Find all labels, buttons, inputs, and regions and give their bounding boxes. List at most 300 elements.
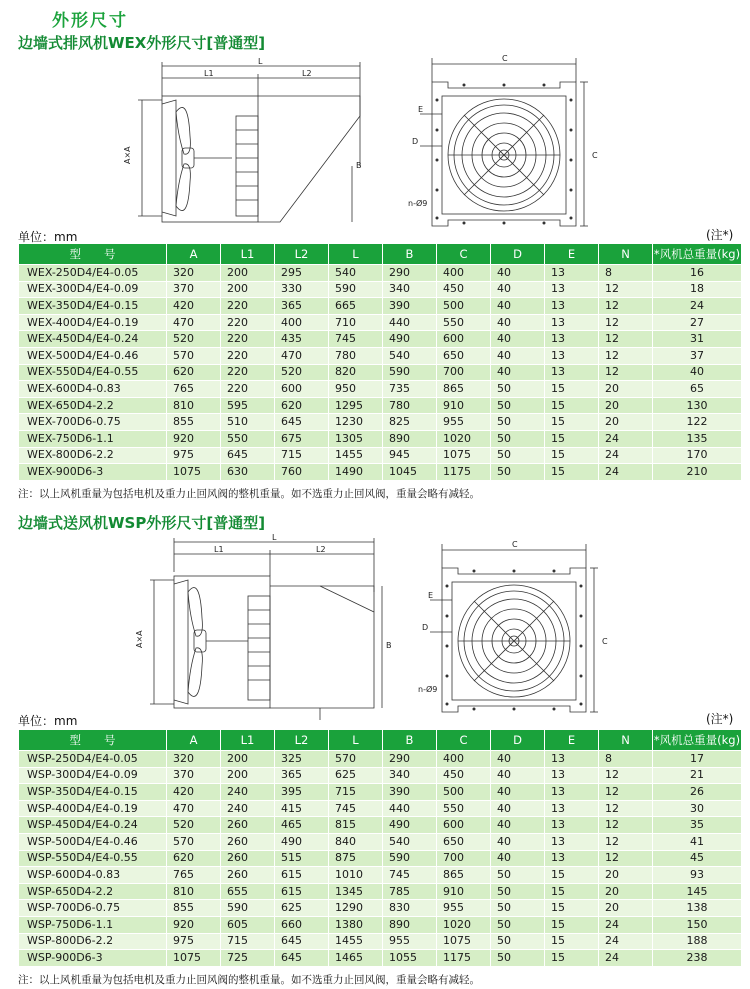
value-cell: 450 (437, 767, 491, 784)
value-cell: 12 (599, 281, 653, 298)
model-cell: WSP-800D6-2.2 (19, 933, 167, 950)
column-header: N (599, 730, 653, 751)
value-cell: 615 (275, 883, 329, 900)
value-cell: 810 (167, 883, 221, 900)
wsp-dim-AxA: A×A (135, 630, 144, 648)
value-cell: 20 (599, 900, 653, 917)
value-cell: 15 (545, 916, 599, 933)
column-header: C (437, 730, 491, 751)
wsp-dim-B: B (386, 641, 392, 650)
value-cell: 21 (653, 767, 742, 784)
value-cell: 590 (329, 281, 383, 298)
column-header: B (383, 244, 437, 265)
value-cell: 200 (221, 265, 275, 282)
wex-unit-label: 单位：mm (18, 230, 78, 244)
value-cell: 40 (491, 767, 545, 784)
value-cell: 50 (491, 397, 545, 414)
value-cell: 12 (599, 850, 653, 867)
value-cell: 138 (653, 900, 742, 917)
wsp-spec-table (18, 729, 742, 967)
column-header: C (437, 244, 491, 265)
value-cell: 145 (653, 883, 742, 900)
value-cell: 220 (221, 364, 275, 381)
value-cell: 260 (221, 850, 275, 867)
value-cell: 1295 (329, 397, 383, 414)
wsp-unit-label: 单位：mm (18, 714, 78, 728)
table-row (19, 347, 742, 364)
value-cell: 210 (653, 464, 742, 481)
wex-section-title: 边墙式排风机WEX外形尺寸[普通型] (18, 34, 266, 52)
value-cell: 12 (599, 347, 653, 364)
value-cell: 645 (275, 950, 329, 967)
table-row (19, 950, 742, 967)
value-cell: 745 (329, 800, 383, 817)
table-row (19, 900, 742, 917)
value-cell: 520 (167, 331, 221, 348)
value-cell: 18 (653, 281, 742, 298)
value-cell: 13 (545, 347, 599, 364)
model-cell: WEX-650D4-2.2 (19, 397, 167, 414)
model-cell: WSP-600D4-0.83 (19, 867, 167, 884)
model-cell: WEX-900D6-3 (19, 464, 167, 481)
model-cell: WEX-600D4-0.83 (19, 381, 167, 398)
table-row (19, 447, 742, 464)
value-cell: 620 (167, 850, 221, 867)
value-cell: 660 (275, 916, 329, 933)
value-cell: 20 (599, 867, 653, 884)
value-cell: 27 (653, 314, 742, 331)
value-cell: 875 (329, 850, 383, 867)
value-cell: 710 (329, 314, 383, 331)
wex-table-body (19, 265, 742, 481)
table-row (19, 833, 742, 850)
table-row (19, 314, 742, 331)
value-cell: 17 (653, 751, 742, 768)
value-cell: 470 (275, 347, 329, 364)
model-cell: WEX-250D4/E4-0.05 (19, 265, 167, 282)
value-cell: 1020 (437, 430, 491, 447)
value-cell: 150 (653, 916, 742, 933)
model-cell: WEX-300D4/E4-0.09 (19, 281, 167, 298)
wsp-dim-L1: L1 (214, 545, 224, 554)
value-cell: 490 (383, 817, 437, 834)
wsp-dim-E: E (428, 591, 434, 600)
value-cell: 645 (221, 447, 275, 464)
value-cell: 550 (221, 430, 275, 447)
value-cell: 810 (167, 397, 221, 414)
value-cell: 1075 (437, 447, 491, 464)
value-cell: 715 (221, 933, 275, 950)
wsp-dim-L: L (272, 533, 277, 542)
value-cell: 815 (329, 817, 383, 834)
table-row (19, 381, 742, 398)
value-cell: 24 (599, 933, 653, 950)
table-row (19, 265, 742, 282)
value-cell: 40 (491, 281, 545, 298)
value-cell: 20 (599, 397, 653, 414)
value-cell: 15 (545, 933, 599, 950)
value-cell: 40 (491, 833, 545, 850)
value-cell: 520 (167, 817, 221, 834)
model-cell: WSP-900D6-3 (19, 950, 167, 967)
table-row (19, 817, 742, 834)
value-cell: 910 (437, 883, 491, 900)
value-cell: 320 (167, 751, 221, 768)
value-cell: 13 (545, 298, 599, 315)
value-cell: 330 (275, 281, 329, 298)
model-cell: WSP-650D4-2.2 (19, 883, 167, 900)
value-cell: 170 (653, 447, 742, 464)
wsp-dim-n9: n-Ø9 (418, 685, 438, 694)
value-cell: 1345 (329, 883, 383, 900)
column-header: E (545, 244, 599, 265)
value-cell: 24 (599, 916, 653, 933)
value-cell: 1305 (329, 430, 383, 447)
value-cell: 15 (545, 867, 599, 884)
table-row (19, 364, 742, 381)
value-cell: 1455 (329, 447, 383, 464)
value-cell: 570 (167, 833, 221, 850)
column-header: N (599, 244, 653, 265)
value-cell: 40 (491, 331, 545, 348)
wex-note-mark: (注*) (706, 228, 734, 242)
value-cell: 470 (167, 314, 221, 331)
value-cell: 395 (275, 784, 329, 801)
value-cell: 40 (491, 850, 545, 867)
value-cell: 620 (275, 397, 329, 414)
wex-footnote: 注：以上风机重量为包括电机及重力止回风阀的整机重量。如不选重力止回风阀，重量会略有减轻。 (18, 488, 480, 500)
value-cell: 400 (437, 751, 491, 768)
value-cell: 765 (167, 867, 221, 884)
model-cell: WEX-750D6-1.1 (19, 430, 167, 447)
value-cell: 13 (545, 767, 599, 784)
value-cell: 1045 (383, 464, 437, 481)
value-cell: 700 (437, 850, 491, 867)
value-cell: 40 (491, 751, 545, 768)
value-cell: 13 (545, 281, 599, 298)
value-cell: 600 (437, 817, 491, 834)
value-cell: 865 (437, 867, 491, 884)
value-cell: 240 (221, 784, 275, 801)
value-cell: 625 (275, 900, 329, 917)
wsp-side-view-diagram (130, 532, 400, 722)
model-cell: WSP-550D4/E4-0.55 (19, 850, 167, 867)
value-cell: 12 (599, 364, 653, 381)
value-cell: 50 (491, 950, 545, 967)
value-cell: 13 (545, 784, 599, 801)
value-cell: 188 (653, 933, 742, 950)
column-header: L1 (221, 244, 275, 265)
value-cell: 35 (653, 817, 742, 834)
value-cell: 890 (383, 430, 437, 447)
value-cell: 325 (275, 751, 329, 768)
value-cell: 13 (545, 817, 599, 834)
value-cell: 650 (437, 833, 491, 850)
value-cell: 370 (167, 767, 221, 784)
value-cell: 41 (653, 833, 742, 850)
wex-dim-L2: L2 (302, 69, 312, 78)
value-cell: 745 (329, 331, 383, 348)
value-cell: 830 (383, 900, 437, 917)
value-cell: 15 (545, 900, 599, 917)
value-cell: 122 (653, 414, 742, 431)
value-cell: 50 (491, 464, 545, 481)
value-cell: 40 (491, 265, 545, 282)
model-cell: WEX-500D4/E4-0.46 (19, 347, 167, 364)
value-cell: 12 (599, 833, 653, 850)
value-cell: 200 (221, 767, 275, 784)
wsp-section-title: 边墙式送风机WSP外形尺寸[普通型] (18, 514, 266, 532)
value-cell: 780 (383, 397, 437, 414)
value-cell: 570 (167, 347, 221, 364)
value-cell: 50 (491, 883, 545, 900)
value-cell: 50 (491, 381, 545, 398)
table-row (19, 397, 742, 414)
value-cell: 15 (545, 397, 599, 414)
column-header: L2 (275, 244, 329, 265)
value-cell: 400 (275, 314, 329, 331)
value-cell: 725 (221, 950, 275, 967)
wsp-dim-D: D (422, 623, 429, 632)
wsp-table-body (19, 751, 742, 967)
column-header: *风机总重量(kg) (653, 244, 742, 265)
value-cell: 955 (437, 414, 491, 431)
value-cell: 540 (383, 347, 437, 364)
value-cell: 600 (437, 331, 491, 348)
value-cell: 30 (653, 800, 742, 817)
column-header: D (491, 730, 545, 751)
value-cell: 15 (545, 414, 599, 431)
value-cell: 920 (167, 430, 221, 447)
value-cell: 8 (599, 265, 653, 282)
value-cell: 31 (653, 331, 742, 348)
page-title: 外形尺寸 (52, 11, 128, 31)
table-row (19, 933, 742, 950)
value-cell: 675 (275, 430, 329, 447)
value-cell: 13 (545, 751, 599, 768)
value-cell: 12 (599, 298, 653, 315)
value-cell: 365 (275, 298, 329, 315)
value-cell: 24 (599, 464, 653, 481)
value-cell: 16 (653, 265, 742, 282)
table-row (19, 800, 742, 817)
value-cell: 200 (221, 281, 275, 298)
model-cell: WEX-700D6-0.75 (19, 414, 167, 431)
value-cell: 13 (545, 331, 599, 348)
value-cell: 260 (221, 833, 275, 850)
model-cell: WEX-800D6-2.2 (19, 447, 167, 464)
value-cell: 390 (383, 784, 437, 801)
table-row (19, 916, 742, 933)
value-cell: 12 (599, 331, 653, 348)
value-cell: 1020 (437, 916, 491, 933)
wex-side-view-diagram (120, 56, 390, 226)
value-cell: 13 (545, 833, 599, 850)
value-cell: 510 (221, 414, 275, 431)
wsp-dim-L2: L2 (316, 545, 326, 554)
value-cell: 420 (167, 784, 221, 801)
value-cell: 465 (275, 817, 329, 834)
value-cell: 340 (383, 767, 437, 784)
model-cell: WEX-550D4/E4-0.55 (19, 364, 167, 381)
value-cell: 240 (221, 800, 275, 817)
value-cell: 13 (545, 364, 599, 381)
wex-dim-L1: L1 (204, 69, 214, 78)
column-header: A (167, 244, 221, 265)
value-cell: 440 (383, 314, 437, 331)
value-cell: 40 (491, 817, 545, 834)
value-cell: 20 (599, 883, 653, 900)
value-cell: 290 (383, 265, 437, 282)
value-cell: 820 (329, 364, 383, 381)
table-row (19, 883, 742, 900)
value-cell: 50 (491, 430, 545, 447)
value-cell: 1010 (329, 867, 383, 884)
value-cell: 8 (599, 751, 653, 768)
wex-dim-AxA: A×A (123, 146, 132, 164)
value-cell: 13 (545, 314, 599, 331)
value-cell: 550 (437, 314, 491, 331)
value-cell: 1230 (329, 414, 383, 431)
value-cell: 220 (221, 298, 275, 315)
value-cell: 1075 (167, 950, 221, 967)
column-header: B (383, 730, 437, 751)
value-cell: 50 (491, 900, 545, 917)
value-cell: 40 (491, 314, 545, 331)
model-cell: WSP-400D4/E4-0.19 (19, 800, 167, 817)
column-header: L (329, 244, 383, 265)
value-cell: 135 (653, 430, 742, 447)
column-header: *风机总重量(kg) (653, 730, 742, 751)
value-cell: 435 (275, 331, 329, 348)
table-row (19, 867, 742, 884)
value-cell: 220 (221, 347, 275, 364)
wsp-footnote: 注：以上风机重量为包括电机及重力止回风阀的整机重量。如不选重力止回风阀，重量会略有减轻。 (18, 974, 480, 986)
model-cell: WEX-450D4/E4-0.24 (19, 331, 167, 348)
table-row (19, 298, 742, 315)
value-cell: 955 (437, 900, 491, 917)
value-cell: 37 (653, 347, 742, 364)
value-cell: 12 (599, 784, 653, 801)
value-cell: 1290 (329, 900, 383, 917)
value-cell: 760 (275, 464, 329, 481)
value-cell: 1175 (437, 950, 491, 967)
column-header: 型 号 (19, 730, 167, 751)
value-cell: 550 (437, 800, 491, 817)
value-cell: 130 (653, 397, 742, 414)
model-cell: WSP-350D4/E4-0.15 (19, 784, 167, 801)
value-cell: 450 (437, 281, 491, 298)
value-cell: 1075 (437, 933, 491, 950)
column-header: A (167, 730, 221, 751)
value-cell: 855 (167, 414, 221, 431)
value-cell: 26 (653, 784, 742, 801)
value-cell: 15 (545, 447, 599, 464)
value-cell: 93 (653, 867, 742, 884)
value-cell: 665 (329, 298, 383, 315)
value-cell: 590 (383, 850, 437, 867)
value-cell: 625 (329, 767, 383, 784)
wex-dim-C-right: C (592, 151, 598, 160)
value-cell: 45 (653, 850, 742, 867)
value-cell: 955 (383, 933, 437, 950)
wex-dim-D: D (412, 137, 419, 146)
value-cell: 15 (545, 950, 599, 967)
value-cell: 15 (545, 381, 599, 398)
value-cell: 630 (221, 464, 275, 481)
value-cell: 390 (383, 298, 437, 315)
value-cell: 910 (437, 397, 491, 414)
value-cell: 65 (653, 381, 742, 398)
table-row (19, 464, 742, 481)
value-cell: 12 (599, 314, 653, 331)
value-cell: 415 (275, 800, 329, 817)
value-cell: 340 (383, 281, 437, 298)
value-cell: 20 (599, 381, 653, 398)
value-cell: 295 (275, 265, 329, 282)
wex-dim-B: B (356, 161, 362, 170)
value-cell: 1075 (167, 464, 221, 481)
value-cell: 200 (221, 751, 275, 768)
value-cell: 490 (383, 331, 437, 348)
value-cell: 15 (545, 430, 599, 447)
value-cell: 1490 (329, 464, 383, 481)
value-cell: 24 (599, 950, 653, 967)
value-cell: 700 (437, 364, 491, 381)
value-cell: 590 (383, 364, 437, 381)
value-cell: 365 (275, 767, 329, 784)
table-row (19, 850, 742, 867)
table-row (19, 767, 742, 784)
value-cell: 615 (275, 867, 329, 884)
value-cell: 420 (167, 298, 221, 315)
value-cell: 1380 (329, 916, 383, 933)
value-cell: 785 (383, 883, 437, 900)
value-cell: 50 (491, 447, 545, 464)
value-cell: 24 (599, 430, 653, 447)
table-row (19, 751, 742, 768)
value-cell: 40 (491, 784, 545, 801)
value-cell: 220 (221, 381, 275, 398)
value-cell: 260 (221, 817, 275, 834)
value-cell: 220 (221, 331, 275, 348)
value-cell: 605 (221, 916, 275, 933)
value-cell: 655 (221, 883, 275, 900)
value-cell: 1175 (437, 464, 491, 481)
value-cell: 540 (329, 265, 383, 282)
wsp-table-header (19, 730, 742, 751)
value-cell: 1465 (329, 950, 383, 967)
table-row (19, 281, 742, 298)
column-header: L2 (275, 730, 329, 751)
column-header: E (545, 730, 599, 751)
value-cell: 12 (599, 767, 653, 784)
wsp-note-mark: (注*) (706, 712, 734, 726)
model-cell: WEX-350D4/E4-0.15 (19, 298, 167, 315)
wex-dim-n9: n-Ø9 (408, 199, 428, 208)
value-cell: 715 (329, 784, 383, 801)
value-cell: 50 (491, 414, 545, 431)
value-cell: 370 (167, 281, 221, 298)
value-cell: 40 (491, 800, 545, 817)
table-row (19, 331, 742, 348)
model-cell: WSP-700D6-0.75 (19, 900, 167, 917)
model-cell: WSP-300D4/E4-0.09 (19, 767, 167, 784)
value-cell: 620 (167, 364, 221, 381)
wex-dim-C-top: C (502, 54, 508, 63)
value-cell: 50 (491, 933, 545, 950)
value-cell: 15 (545, 464, 599, 481)
